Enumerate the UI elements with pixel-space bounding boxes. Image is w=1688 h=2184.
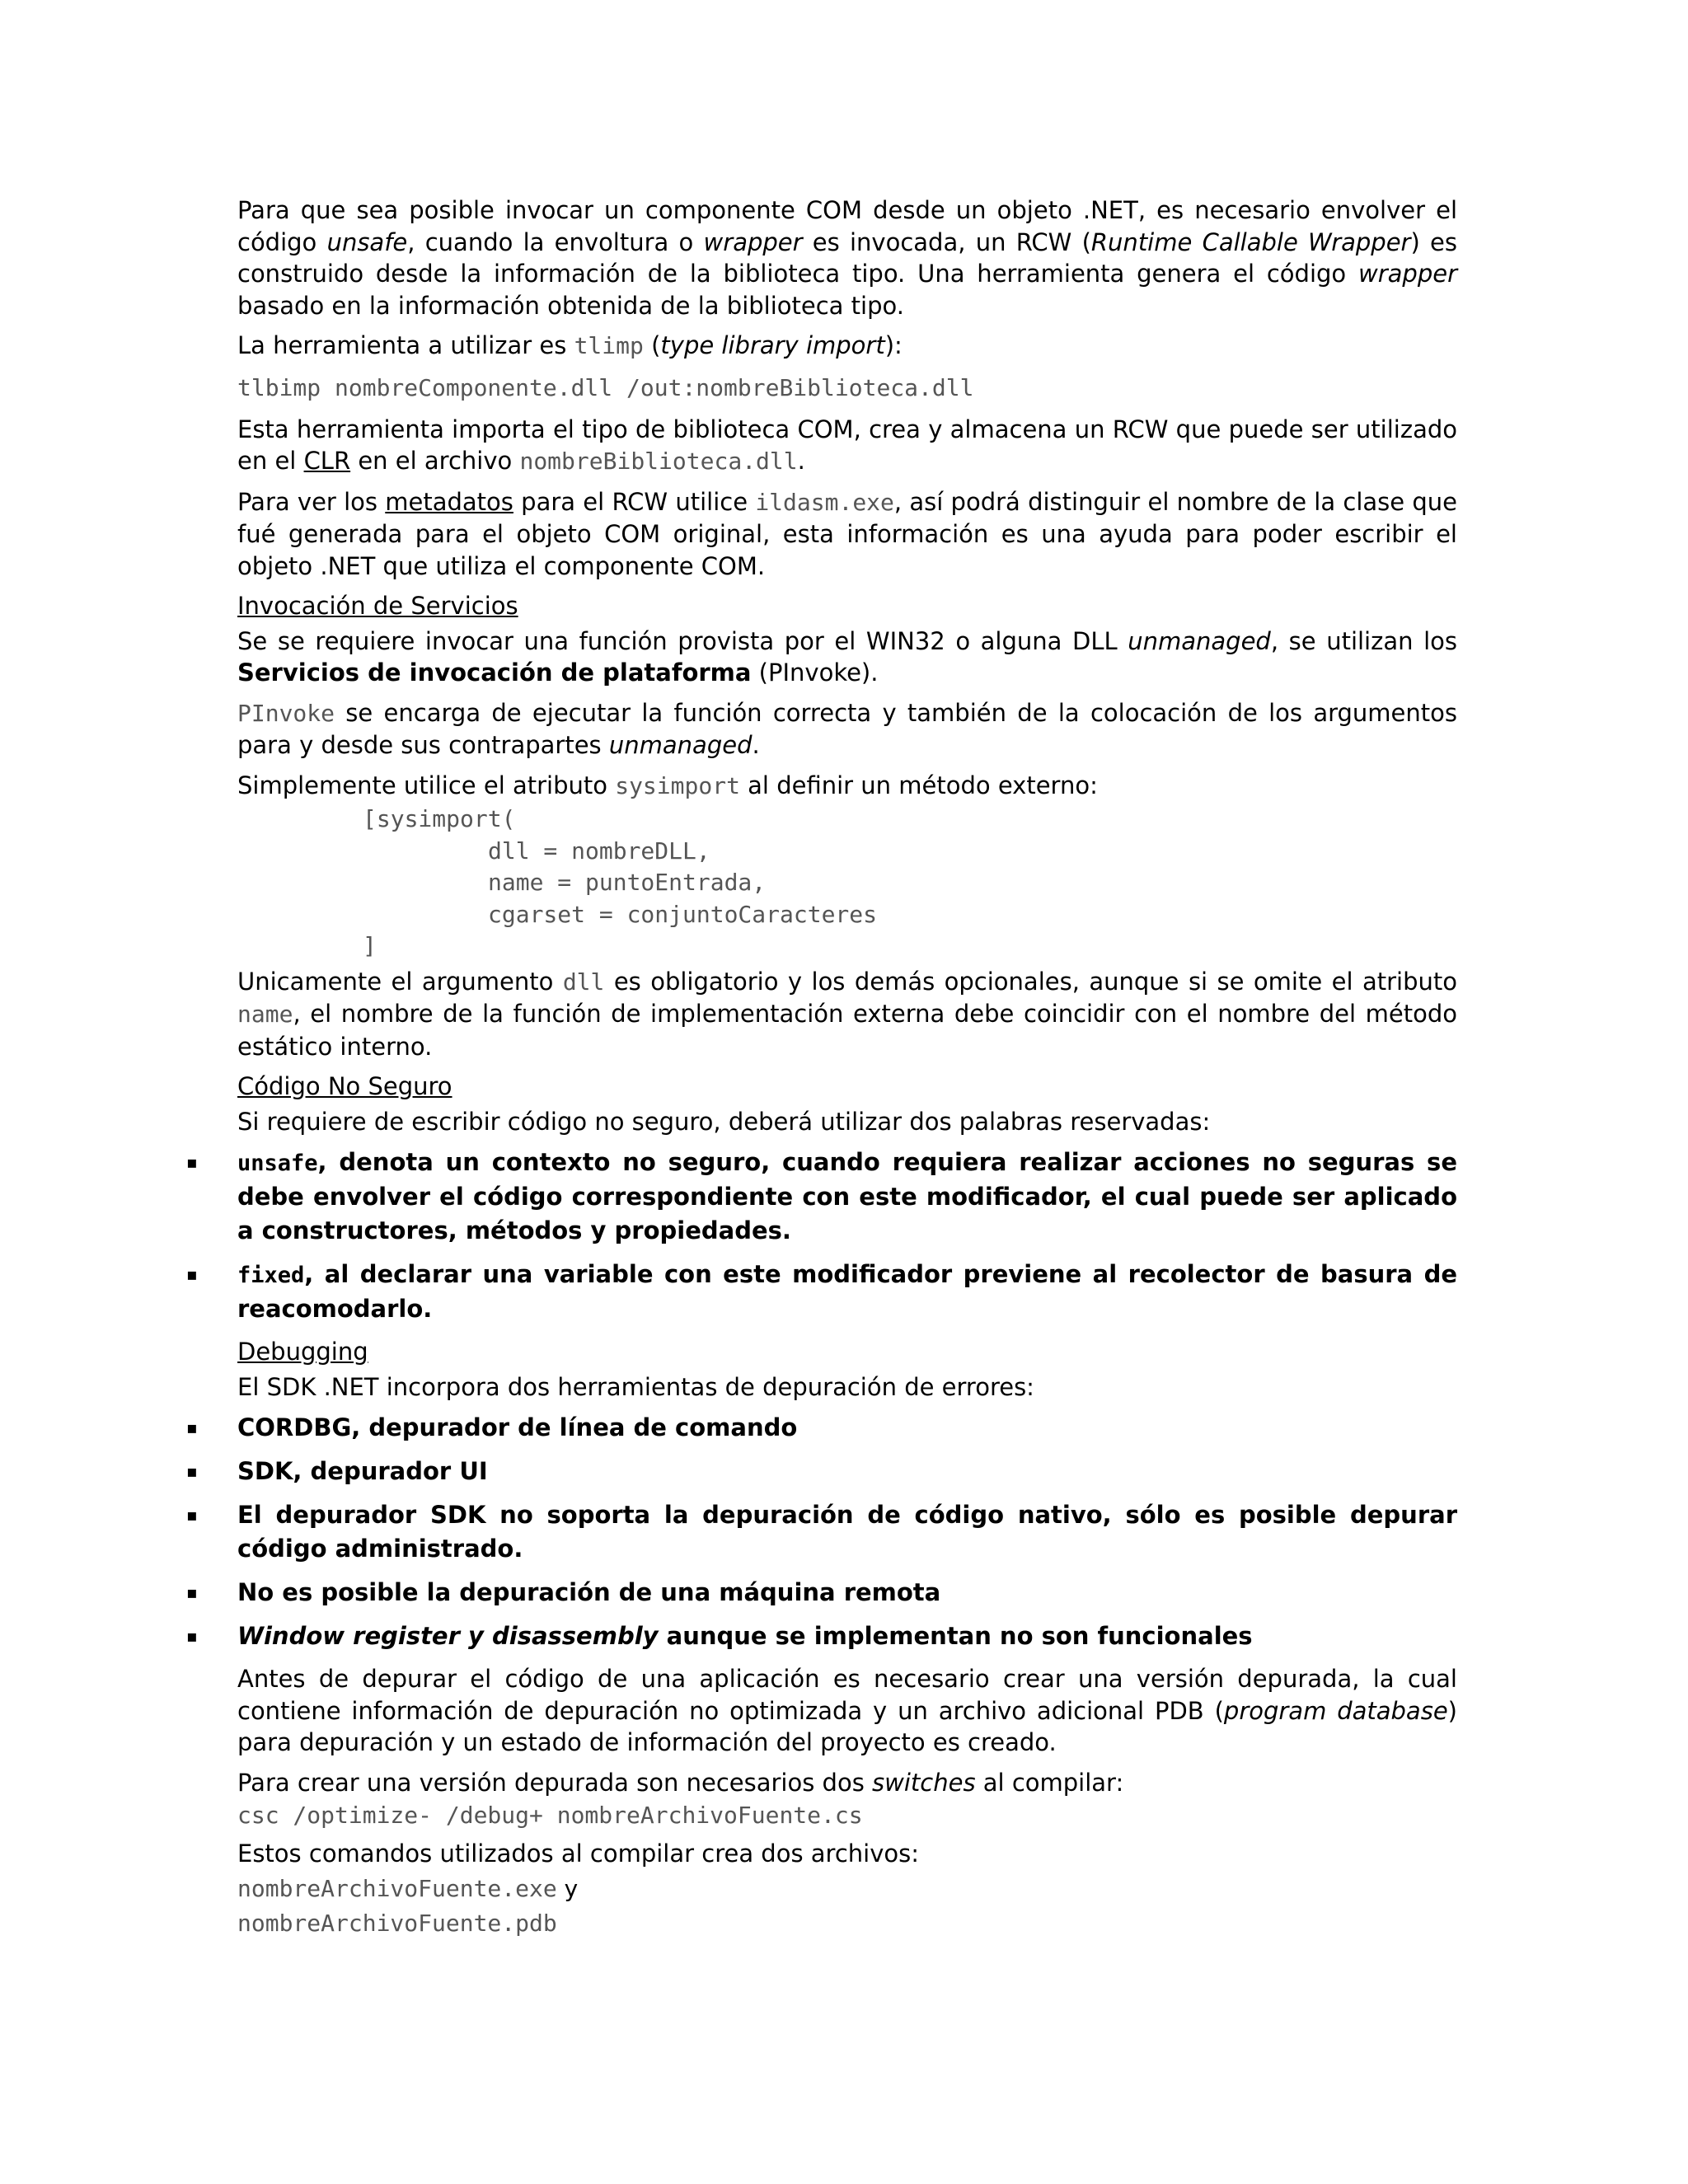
- bullet-icon: ▪: [186, 1264, 198, 1284]
- list-item: ▪ El depurador SDK no soporta la depuración de código nativo, sólo es posible depurar código administrado.: [237, 1498, 1457, 1566]
- bullet-icon: ▪: [186, 1505, 198, 1525]
- list-item: ▪ fixed, al declarar una variable con este modificador previene al recolector de basura de reacomodarlo.: [237, 1258, 1457, 1326]
- list-item: ▪ CORDBG, depurador de línea de comando: [237, 1411, 1457, 1445]
- code-line: dll = nombreDLL,: [488, 837, 710, 865]
- list-item: ▪ SDK, depurador UI: [237, 1455, 1457, 1488]
- paragraph-pinvoke-intro: Se se requiere invocar una función provista por el WIN32 o alguna DLL unmanaged, se utilizan los Servicios de invocación de plataforma (PInvoke).: [237, 626, 1457, 687]
- paragraph-metadata: Para ver los metadatos para el RCW utilice ildasm.exe, así podrá distinguir el nombre de la clase que fué generada para el objeto COM original, esta información es una ayuda para poder escribir el objeto .NET que utiliza el componente COM.: [237, 487, 1458, 580]
- clr-link[interactable]: CLR: [303, 447, 351, 475]
- paragraph-pinvoke-detail: PInvoke se encarga de ejecutar la función correcta y también de la colocación de los argumentos para y desde sus contrapartes unmanaged.: [237, 698, 1457, 759]
- list-item: ▪ Window register y disassembly aunque se implementan no son funcionales: [237, 1619, 1457, 1653]
- command-tlbimp: tlbimp nombreComponente.dll /out:nombreBiblioteca.dll: [237, 373, 974, 401]
- list-item: ▪ unsafe, denota un contexto no seguro, cuando requiera realizar acciones no seguras se debe envolver el código correspondiente con este modificador, el cual puede ser aplicado a constructores, métodos y propiedades.: [237, 1146, 1457, 1248]
- code-line: name = puntoEntrada,: [488, 869, 767, 896]
- code-line: ]: [363, 932, 377, 959]
- command-csc: csc /optimize- /debug+ nombreArchivoFuente.cs: [237, 1802, 863, 1829]
- paragraph-dll-argument: Unicamente el argumento dll es obligatorio y los demás opcionales, aunque si se omite el atributo name, el nombre de la función de implementación externa debe coincidir con el nombre del método estático interno.: [237, 967, 1457, 1061]
- bullet-icon: ▪: [186, 1461, 198, 1481]
- paragraph-rcw-intro: Para que sea posible invocar un componente COM desde un objeto .NET, es necesario envolver el código unsafe, cuando la envoltura o wrapper es invocada, un RCW (Runtime Callable Wrapper) es construido desde la información de la biblioteca tipo. Una herramienta genera el código wrapper basado en la información obtenida de la biblioteca tipo.: [237, 196, 1457, 320]
- reserved-words-list: [186, 1146, 1457, 1326]
- output-file-pdb: nombreArchivoFuente.pdb: [237, 1909, 557, 1937]
- paragraph-switches: Para crear una versión depurada son necesarios dos switches al compilar:: [237, 1768, 1124, 1797]
- heading-invocacion-servicios: Invocación de Servicios: [237, 592, 518, 620]
- paragraph-output-files: Estos comandos utilizados al compilar crea dos archivos:: [237, 1840, 920, 1868]
- paragraph-tool-description: Esta herramienta importa el tipo de biblioteca COM, crea y almacena un RCW que puede ser utilizado en el CLR en el archivo nombreBiblioteca.dll.: [237, 415, 1457, 475]
- metadata-link[interactable]: metadatos: [385, 487, 513, 516]
- bullet-icon: ▪: [186, 1582, 198, 1602]
- code-block-sysimport: [237, 804, 1457, 963]
- bullet-icon: ▪: [186, 1418, 198, 1437]
- paragraph-reserved-words: Si requiere de escribir código no seguro, deberá utilizar dos palabras reservadas:: [237, 1107, 1211, 1136]
- code-line: cgarset = conjuntoCaracteres: [488, 900, 878, 928]
- paragraph-sdk-tools: El SDK .NET incorpora dos herramientas de depuración de errores:: [237, 1372, 1034, 1401]
- heading-debugging: Debugging: [237, 1338, 368, 1366]
- paragraph-sysimport: Simplemente utilice el atributo sysimport al definir un método externo:: [237, 771, 1098, 799]
- document-body: [186, 194, 1458, 1941]
- debugging-list: [186, 1411, 1457, 1653]
- code-line: [sysimport(: [363, 805, 516, 832]
- bullet-icon: ▪: [186, 1152, 198, 1172]
- bullet-icon: ▪: [186, 1626, 198, 1646]
- paragraph-tool: La herramienta a utilizar es tlimp (type library import):: [237, 331, 903, 359]
- list-item: ▪ No es posible la depuración de una máquina remota: [237, 1576, 1457, 1610]
- heading-codigo-no-seguro: Código No Seguro: [237, 1072, 452, 1100]
- paragraph-debug-version: Antes de depurar el código de una aplicación es necesario crear una versión depurada, la cual contiene información de depuración no optimizada y un archivo adicional PDB (program database) para depuración y un estado de información del proyecto es creado.: [237, 1665, 1457, 1756]
- output-file-exe: nombreArchivoFuente.exe y: [237, 1874, 579, 1902]
